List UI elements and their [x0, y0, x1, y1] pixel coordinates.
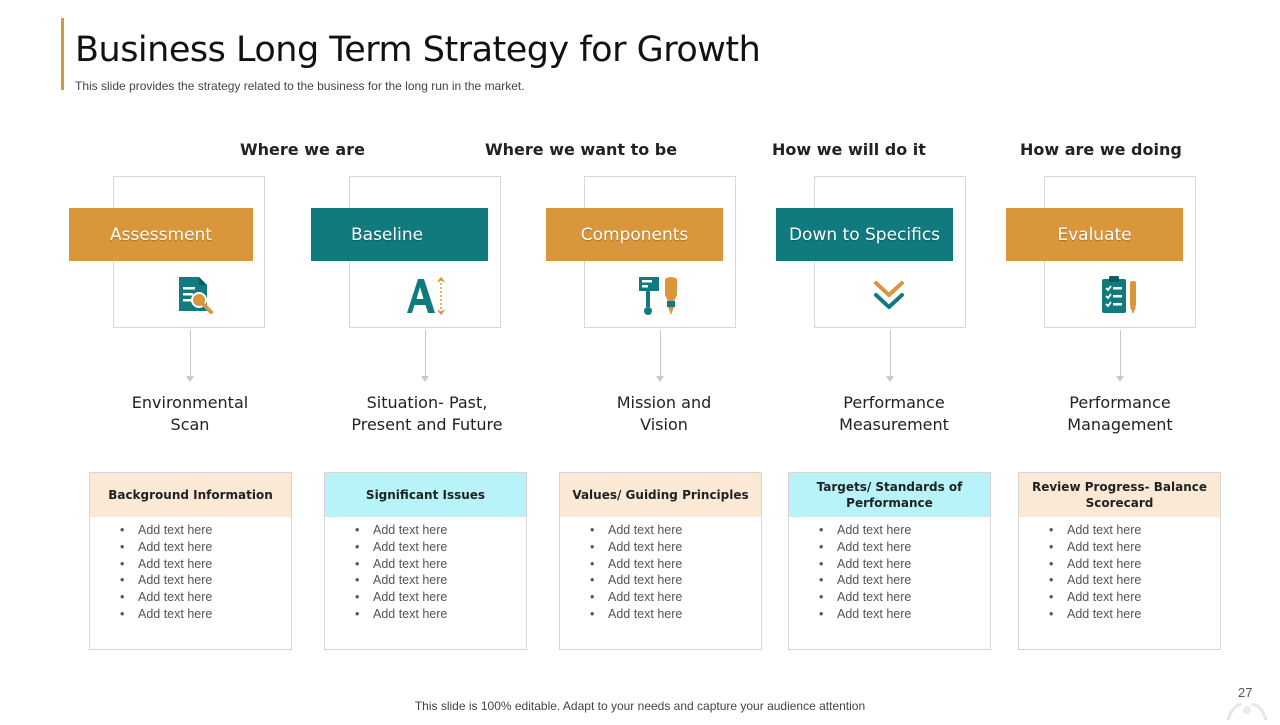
card-list [1019, 522, 1220, 623]
list-item: • Add text here [373, 589, 526, 606]
list-item: • Add text here [837, 589, 990, 606]
description-environmental-scan: Environmental Scan [131, 393, 249, 434]
label-assessment: Assessment [69, 208, 253, 261]
page-title: Business Long Term Strategy for Growth [75, 30, 761, 70]
list-item: • Add text here [1067, 522, 1220, 539]
card-targets-standards [788, 472, 991, 650]
page-subtitle: This slide provides the strategy related to the business for the long run in the market. [75, 79, 525, 93]
connector-line [890, 330, 891, 378]
corner-decoration-icon [1224, 696, 1270, 720]
heading-how-we-will-do-it: How we will do it [772, 140, 926, 159]
list-item: • Add text here [837, 556, 990, 573]
list-item: • Add text here [1067, 556, 1220, 573]
card-list [90, 522, 291, 623]
title-accent-bar [61, 18, 64, 90]
list-item: • Add text here [373, 556, 526, 573]
connector-line [1120, 330, 1121, 378]
list-item: • Add text here [138, 572, 291, 589]
description-performance-measurement: Performance Measurement [839, 393, 949, 434]
list-item: • Add text here [1067, 539, 1220, 556]
connector-arrow [421, 376, 429, 382]
list-item: • Add text here [373, 572, 526, 589]
list-item: • Add text here [138, 606, 291, 623]
card-list [560, 522, 761, 623]
connector-line [190, 330, 191, 378]
heading-where-we-want-to-be: Where we want to be [485, 140, 678, 159]
list-item: • Add text here [1067, 589, 1220, 606]
connector-arrow [656, 376, 664, 382]
list-item: • Add text here [608, 589, 761, 606]
list-item: • Add text here [608, 572, 761, 589]
list-item: • Add text here [138, 589, 291, 606]
heading-how-are-we-doing: How are we doing [1020, 140, 1182, 159]
card-title: Values/ Guiding Principles [560, 473, 761, 517]
list-item: • Add text here [138, 539, 291, 556]
list-item: • Add text here [138, 522, 291, 539]
document-search-icon [172, 272, 218, 318]
list-item: • Add text here [138, 556, 291, 573]
list-item: • Add text here [608, 606, 761, 623]
card-title: Significant Issues [325, 473, 526, 517]
list-item: • Add text here [837, 606, 990, 623]
text-height-icon [402, 272, 448, 318]
list-item: • Add text here [837, 539, 990, 556]
card-title: Background Information [90, 473, 291, 517]
list-item: • Add text here [1067, 572, 1220, 589]
list-item: • Add text here [608, 539, 761, 556]
tools-icon [636, 272, 682, 318]
label-components: Components [546, 208, 723, 261]
double-chevron-down-icon [866, 272, 912, 318]
card-significant-issues [324, 472, 527, 650]
page-number: 27 [1238, 685, 1253, 700]
list-item: • Add text here [373, 606, 526, 623]
list-item: • Add text here [608, 522, 761, 539]
label-down-to-specifics: Down to Specifics [776, 208, 953, 261]
connector-arrow [886, 376, 894, 382]
card-list [325, 522, 526, 623]
card-title: Targets/ Standards of Performance [789, 473, 990, 517]
list-item: • Add text here [373, 539, 526, 556]
list-item: • Add text here [1067, 606, 1220, 623]
label-baseline: Baseline [311, 208, 488, 261]
heading-where-we-are: Where we are [240, 140, 365, 159]
connector-arrow [1116, 376, 1124, 382]
description-performance-management: Performance Management [1067, 393, 1173, 434]
list-item: • Add text here [837, 522, 990, 539]
card-title: Review Progress- Balance Scorecard [1019, 473, 1220, 517]
list-item: • Add text here [837, 572, 990, 589]
label-evaluate: Evaluate [1006, 208, 1183, 261]
card-background-information [89, 472, 292, 650]
footer-note: This slide is 100% editable. Adapt to your needs and capture your audience attention [414, 699, 866, 713]
description-mission-vision: Mission and Vision [616, 393, 712, 434]
card-review-progress [1018, 472, 1221, 650]
connector-line [425, 330, 426, 378]
clipboard-checklist-icon [1096, 272, 1142, 318]
list-item: • Add text here [373, 522, 526, 539]
connector-arrow [186, 376, 194, 382]
card-values-guiding-principles [559, 472, 762, 650]
description-situation: Situation- Past, Present and Future [351, 393, 503, 434]
card-list [789, 522, 990, 623]
connector-line [660, 330, 661, 378]
list-item: • Add text here [608, 556, 761, 573]
